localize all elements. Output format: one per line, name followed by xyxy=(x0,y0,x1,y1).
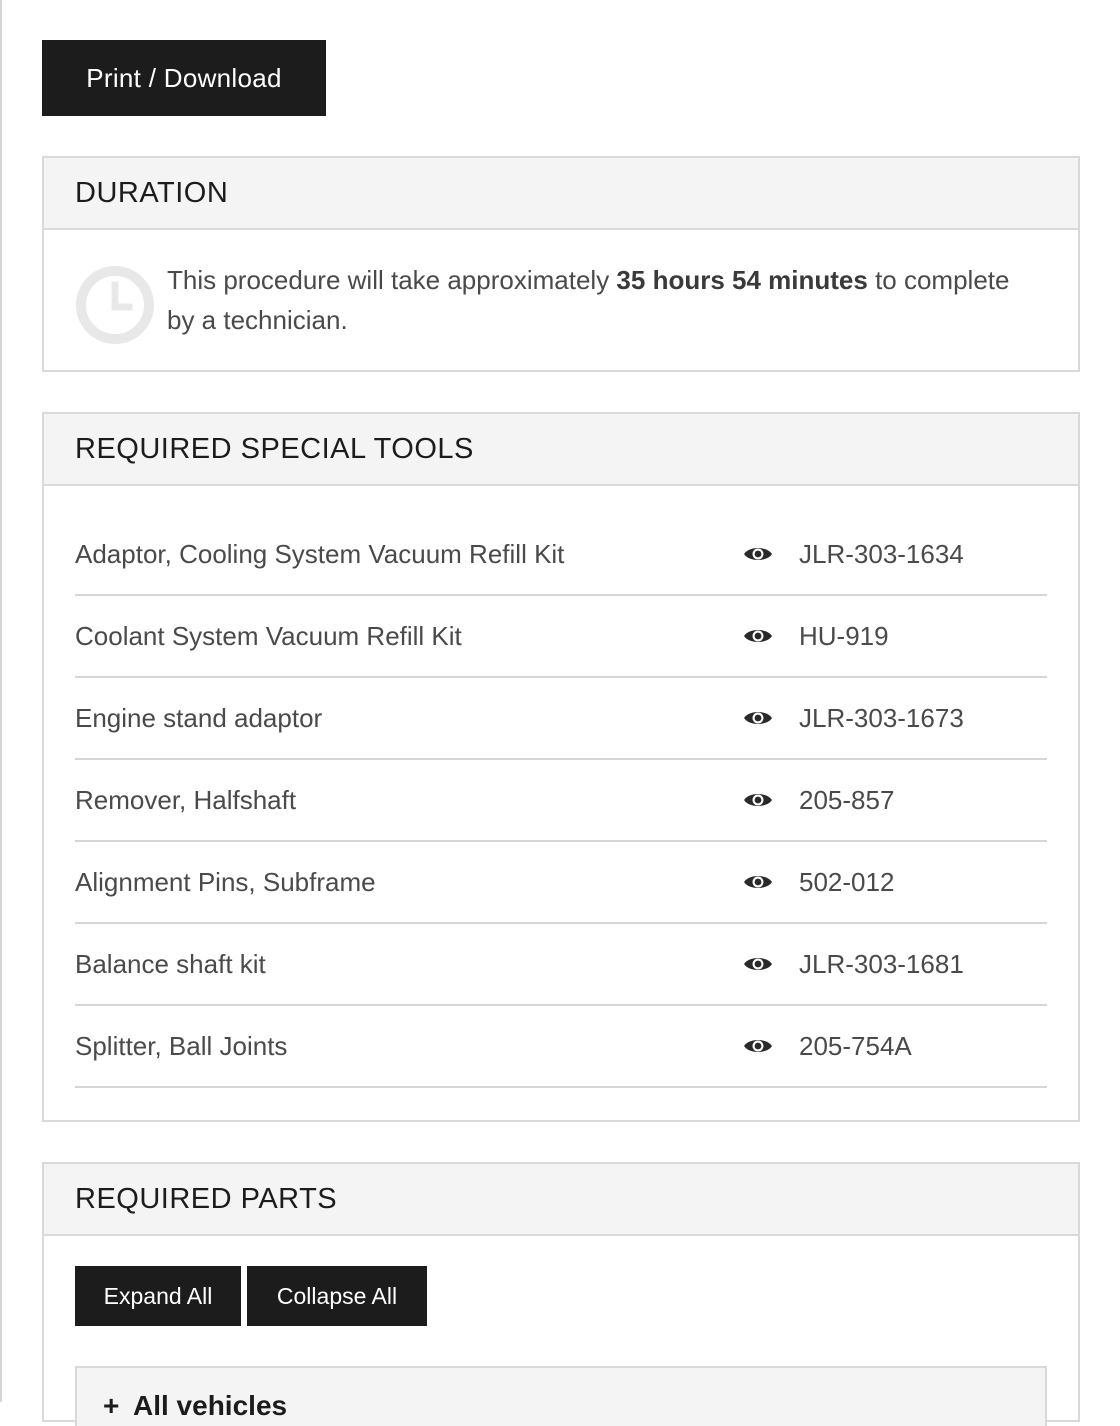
duration-body xyxy=(44,230,1078,345)
tool-name: Engine stand adaptor xyxy=(75,702,323,733)
eye-icon[interactable] xyxy=(743,872,773,892)
special-tools-heading: REQUIRED SPECIAL TOOLS xyxy=(44,414,1078,486)
duration-panel xyxy=(42,156,1080,372)
tool-code: JLR-303-1681 xyxy=(799,948,964,979)
collapse-all-button[interactable]: Collapse All xyxy=(247,1266,427,1326)
expand-collapse-controls xyxy=(75,1266,1047,1326)
tool-row xyxy=(75,678,1047,760)
tool-code: JLR-303-1634 xyxy=(799,538,964,569)
tool-row xyxy=(75,1006,1047,1088)
eye-icon[interactable] xyxy=(743,708,773,728)
required-parts-panel xyxy=(42,1162,1080,1422)
eye-icon[interactable] xyxy=(743,1036,773,1056)
duration-text xyxy=(167,260,1027,345)
tool-row xyxy=(75,842,1047,924)
duration-text-before: This procedure will take approximately xyxy=(167,265,617,295)
print-download-button[interactable]: Print / Download xyxy=(42,40,326,116)
tool-code: 502-012 xyxy=(799,866,895,897)
tool-code: 205-857 xyxy=(799,784,895,815)
parts-group-accordion[interactable] xyxy=(75,1366,1047,1426)
special-tools-panel xyxy=(42,412,1080,1122)
tool-name: Alignment Pins, Subframe xyxy=(75,866,376,897)
special-tools-list xyxy=(44,486,1078,1088)
tool-code: HU-919 xyxy=(799,620,889,651)
eye-icon[interactable] xyxy=(743,626,773,646)
clock-icon xyxy=(75,265,155,345)
required-parts-body xyxy=(44,1236,1078,1426)
tool-row xyxy=(75,760,1047,842)
eye-icon[interactable] xyxy=(743,954,773,974)
eye-icon[interactable] xyxy=(743,790,773,810)
tool-name: Splitter, Ball Joints xyxy=(75,1030,288,1061)
tool-name: Adaptor, Cooling System Vacuum Refill Kit xyxy=(75,538,565,569)
eye-icon[interactable] xyxy=(743,544,773,564)
tool-code: 205-754A xyxy=(799,1030,912,1061)
required-parts-heading: REQUIRED PARTS xyxy=(44,1164,1078,1236)
duration-heading: DURATION xyxy=(44,158,1078,230)
expand-all-button[interactable]: Expand All xyxy=(75,1266,241,1326)
duration-time: 35 hours 54 minutes xyxy=(616,265,868,295)
tool-name: Coolant System Vacuum Refill Kit xyxy=(75,620,462,651)
plus-icon: + xyxy=(103,1390,120,1421)
procedure-page xyxy=(42,40,1080,1422)
duration-text-after: to complete by a technician. xyxy=(167,265,1010,335)
tool-name: Remover, Halfshaft xyxy=(75,784,297,815)
tool-code: JLR-303-1673 xyxy=(799,702,964,733)
tool-row xyxy=(75,924,1047,1006)
parts-group-label: All vehicles xyxy=(133,1390,288,1421)
tool-row xyxy=(75,514,1047,596)
tool-row xyxy=(75,596,1047,678)
tool-name: Balance shaft kit xyxy=(75,948,266,979)
